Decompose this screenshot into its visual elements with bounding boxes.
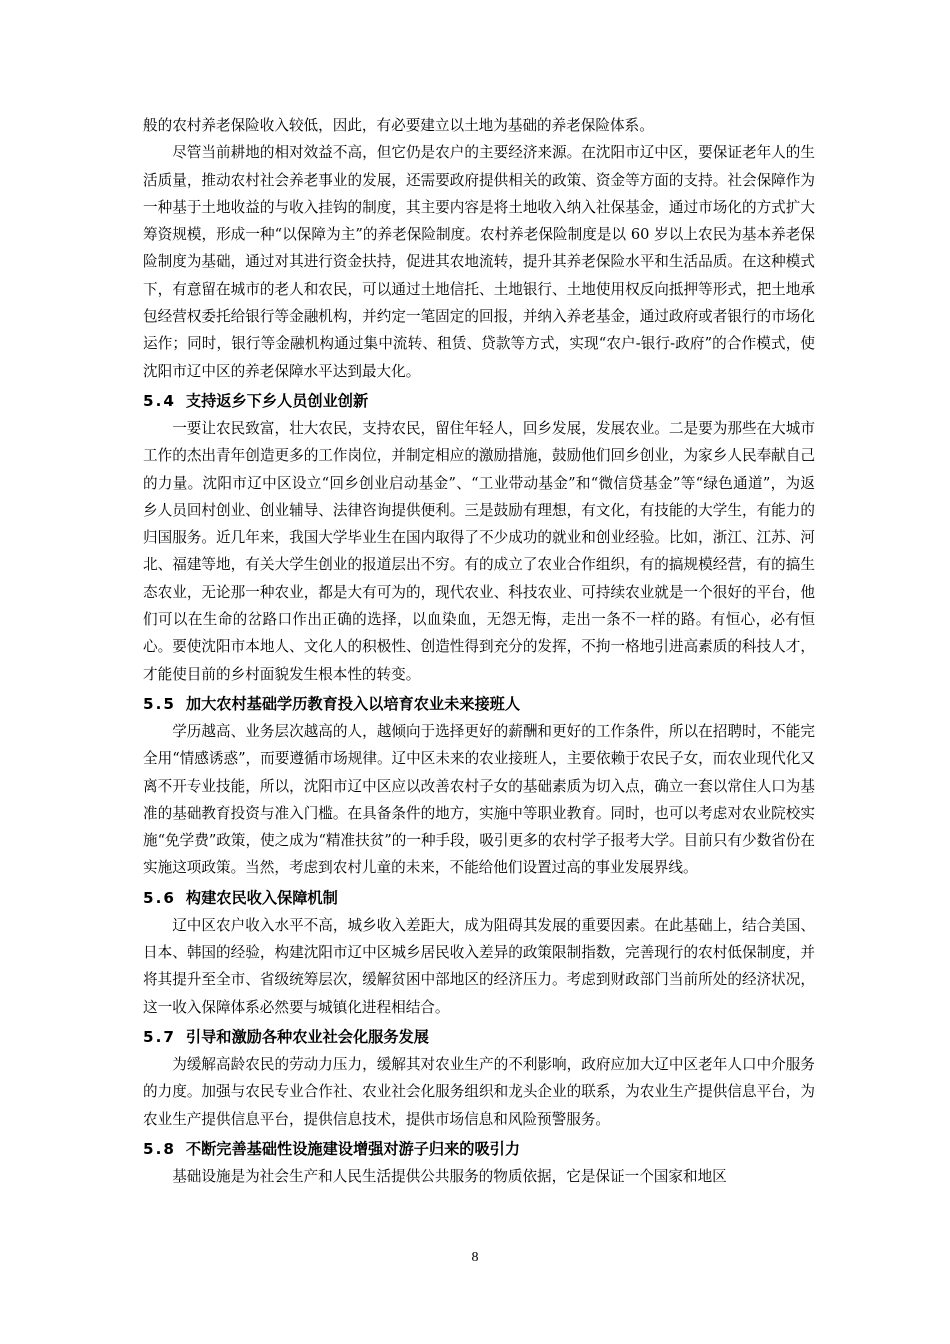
- section-title: 加大农村基础学历教育投入以培育农业未来接班人: [185, 694, 521, 713]
- section-title: 支持返乡下乡人员创业创新: [185, 391, 369, 410]
- section-number: 5.5: [143, 694, 176, 713]
- section-number: 5.8: [143, 1139, 176, 1158]
- section-heading-5-8: [143, 1136, 815, 1162]
- paragraph-social-services: 为缓解高龄农民的劳动力压力，缓解其对农业生产的不利影响，政府应加大辽中区老年人口中介服务的力度。加强与农民专业合作社、农业社会化服务组织和龙头企业的联系，为农业生产提供信息平台，为农业生产提供信息平台，提供信息技术，提供市场信息和风险预警服务。: [143, 1055, 815, 1128]
- paragraph-infrastructure: 基础设施是为社会生产和人民生活提供公共服务的物质依据，它是保证一个国家和地区: [172, 1167, 727, 1185]
- section-number: 5.7: [143, 1027, 176, 1046]
- section-title: 引导和激励各种农业社会化服务发展: [185, 1027, 429, 1046]
- paragraph-returnee-entrepreneurship: 一要让农民致富，壮大农民，支持农民，留住年轻人，回乡发展，发展农业。二是要为那些在大城市工作的杰出青年创造更多的工作岗位，并制定相应的激励措施，鼓励他们回乡创业，为家乡人民奉献自己的力量。沈阳市辽中区设立“回乡创业启动基金”、“工业带动基金”和“微信贷基金”等“绿色通道”，为返乡人员回村创业、创业辅导、法律咨询提供便利。三是鼓励有理想，有文化，有技能的大学生，有能力的归国服务。近几年来，我国大学毕业生在国内取得了不少成功的就业和创业经验。比如，浙江、江苏、河北、福建等地，有关大学生创业的报道层出不穷。有的成立了农业合作组织，有的搞规模经营，有的搞生态农业，无论那一种农业，都是大有可为的，现代农业、科技农业、可持续农业就是一个很好的平台，他们可以在生命的岔路口作出正确的选择，以血染血，无怨无悔，走出一条不一样的路。有恒心，必有恒心。要使沈阳市本地人、文化人的积极性、创造性得到充分的发挥，不拘一格地引进高素质的科技人才，才能使目前的乡村面貌发生根本性的转变。: [143, 419, 815, 683]
- section-title: 不断完善基础性设施建设增强对游子归来的吸引力: [185, 1139, 521, 1158]
- section-number: 5.6: [143, 888, 176, 907]
- section-heading-5-4: [143, 388, 815, 414]
- paragraph-income-guarantee: 辽中区农户收入水平不高，城乡收入差距大，成为阻碍其发展的重要因素。在此基础上，结合美国、日本、韩国的经验，构建沈阳市辽中区城乡居民收入差异的政策限制指数，完善现行的农村低保制度，并将其提升至全市、省级统筹层次，缓解贫困中部地区的经济压力。考虑到财政部门当前所处的经济状况，这一收入保障体系必然要与城镇化进程相结合。: [143, 916, 815, 1016]
- document-body: [143, 112, 815, 1190]
- paragraph-rural-pension: 尽管当前耕地的相对效益不高，但它仍是农户的主要经济来源。在沈阳市辽中区，要保证老年人的生活质量，推动农村社会养老事业的发展，还需要政府提供相关的政策、资金等方面的支持。社会保障作为一种基于土地收益的与收入挂钩的制度，其主要内容是将土地收入纳入社保基金，通过市场化的方式扩大筹资规模，形成一种“以保障为主”的养老保险制度。农村养老保险制度是以 60 岁以上农民为基本养老保险制度为基础，通过对其进行资金扶持，促进其农地流转，提升其养老保险水平和生活品质。在这种模式下，有意留在城市的老人和农民，可以通过土地信托、土地银行、土地使用权反向抵押等形式，把土地承包经营权委托给银行等金融机构，并约定一笔固定的回报，并纳入养老基金，通过政府或者银行的市场化运作；同时，银行等金融机构通过集中流转、租赁、贷款等方式，实现“农户-银行-政府”的合作模式，使沈阳市辽中区的养老保障水平达到最大化。: [143, 144, 815, 380]
- section-heading-5-5: [143, 691, 815, 717]
- section-number: 5.4: [143, 391, 176, 410]
- page-number: 8: [471, 1250, 479, 1265]
- section-heading-5-6: [143, 885, 815, 911]
- paragraph-rural-education: 学历越高、业务层次越高的人，越倾向于选择更好的薪酬和更好的工作条件，所以在招聘时，不能完全用“情感诱惑”，而要遵循市场规律。辽中区未来的农业接班人，主要依赖于农民子女，而农业现代化又离不开专业技能，所以，沈阳市辽中区应以改善农村子女的基础素质为切入点，确立一套以常住人口为基准的基础教育投资与准入门槛。在具备条件的地方，实施中等职业教育。同时，也可以考虑对农业院校实施“免学费”政策，使之成为“精准扶贫”的一种手段，吸引更多的农村学子报考大学。目前只有少数省份在实施这项政策。当然，考虑到农村儿童的未来，不能给他们设置过高的事业发展界线。: [143, 722, 815, 877]
- paragraph-continuation: 般的农村养老保险收入较低，因此，有必要建立以土地为基础的养老保险体系。: [143, 117, 654, 134]
- section-title: 构建农民收入保障机制: [185, 888, 338, 907]
- section-heading-5-7: [143, 1024, 815, 1050]
